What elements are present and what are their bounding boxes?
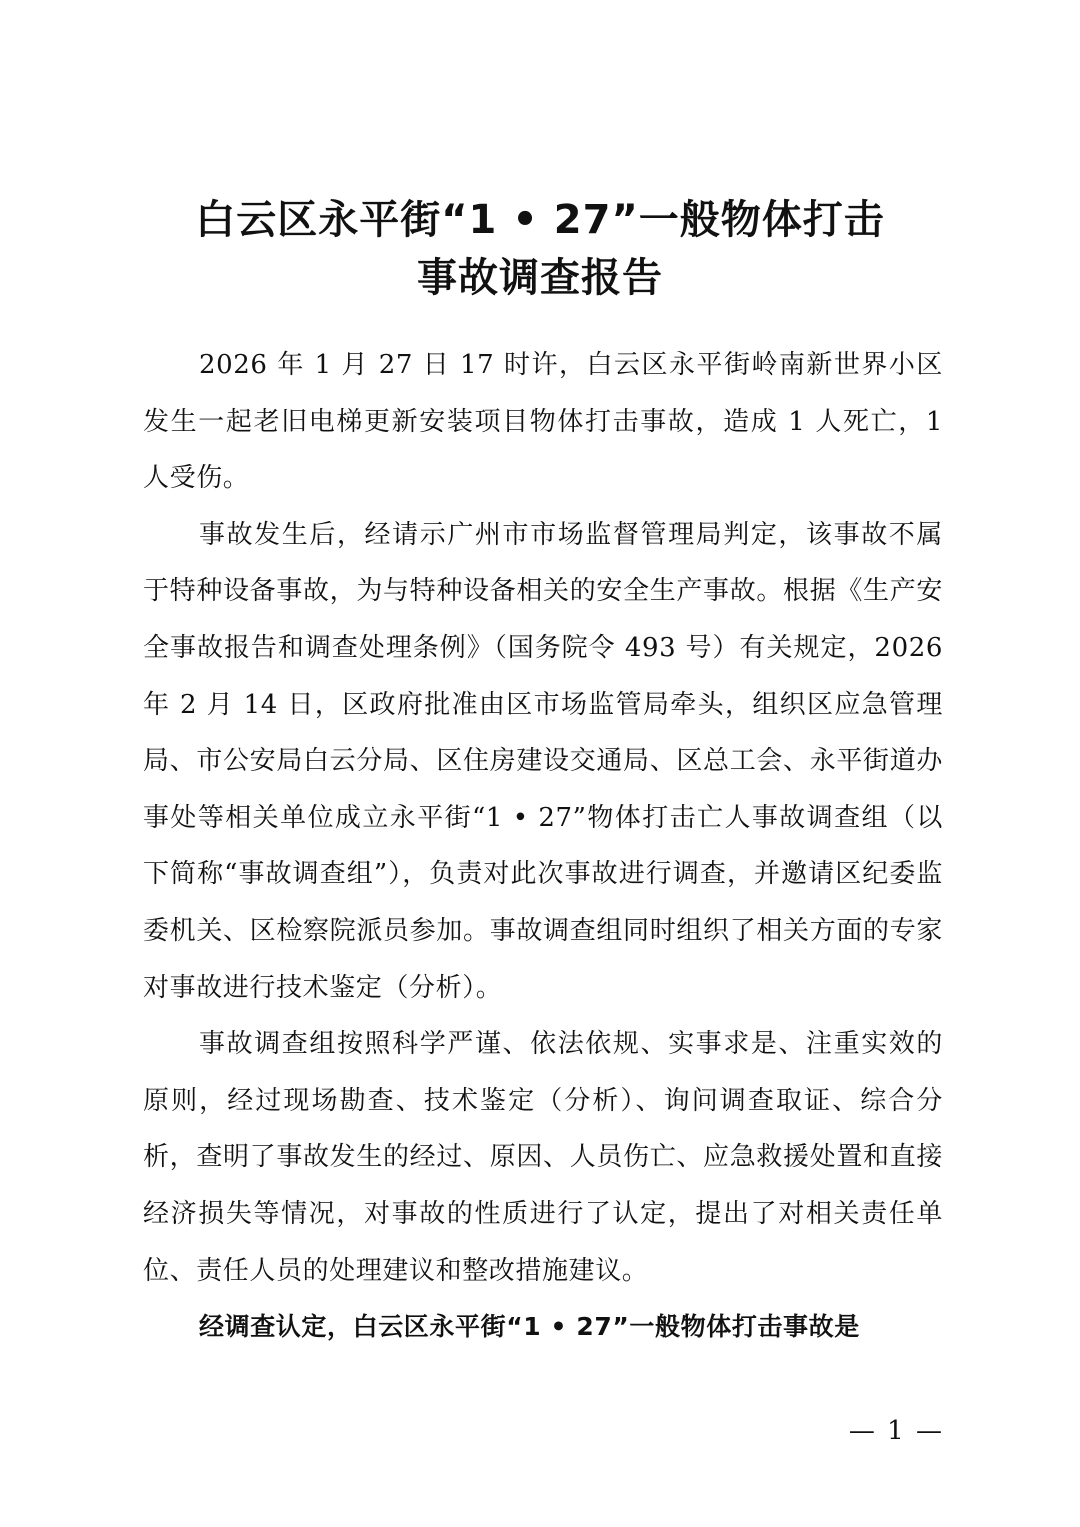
report-title-line-1: 白云区永平街“1 • 27”一般物体打击 xyxy=(195,197,885,243)
report-title-line-2: 事故调查报告 xyxy=(417,255,663,301)
paragraph-incident-summary: 2026 年 1 月 27 日 17 时许，白云区永平街岭南新世界小区发生一起老旧电梯更新安装项目物体打击事故，造成 1 人死亡，1 人受伤。 xyxy=(143,350,943,494)
paragraph-investigation-principles: 事故调查组按照科学严谨、依法依规、实事求是、注重实效的原则，经过现场勘查、技术鉴定（分析）、询问调查取证、综合分析，查明了事故发生的经过、原因、人员伤亡、应急救援处置和直接经济损失等情况，对事故的性质进行了认定，提出了对相关责任单位、责任人员的处理建议和整改措施建议。 xyxy=(143,1029,943,1286)
page-number: — 1 — xyxy=(848,1416,944,1446)
paragraph-conclusion-start: 经调查认定，白云区永平街“1 • 27”一般物体打击事故是 xyxy=(199,1312,860,1342)
paragraph-investigation-setup: 事故发生后，经请示广州市市场监督管理局判定，该事故不属于特种设备事故，为与特种设备相关的安全生产事故。根据《生产安全事故报告和调查处理条例》（国务院令 493 号）有关规定，2026 年 2 月 14 日，区政府批准由区市场监管局牵头，组织区应急管理局、市公安局白云分局、区住房建设交通局、区总工会、永平街道办事处等相关单位成立永平街“1 • 27”物体打击亡人事故调查组（以下简称“事故调查组”），负责对此次事故进行调查，并邀请区纪委监委机关、区检察院派员参加。事故调查组同时组织了相关方面的专家对事故进行技术鉴定（分析）。 xyxy=(143,519,943,1003)
report-body xyxy=(143,337,943,1356)
